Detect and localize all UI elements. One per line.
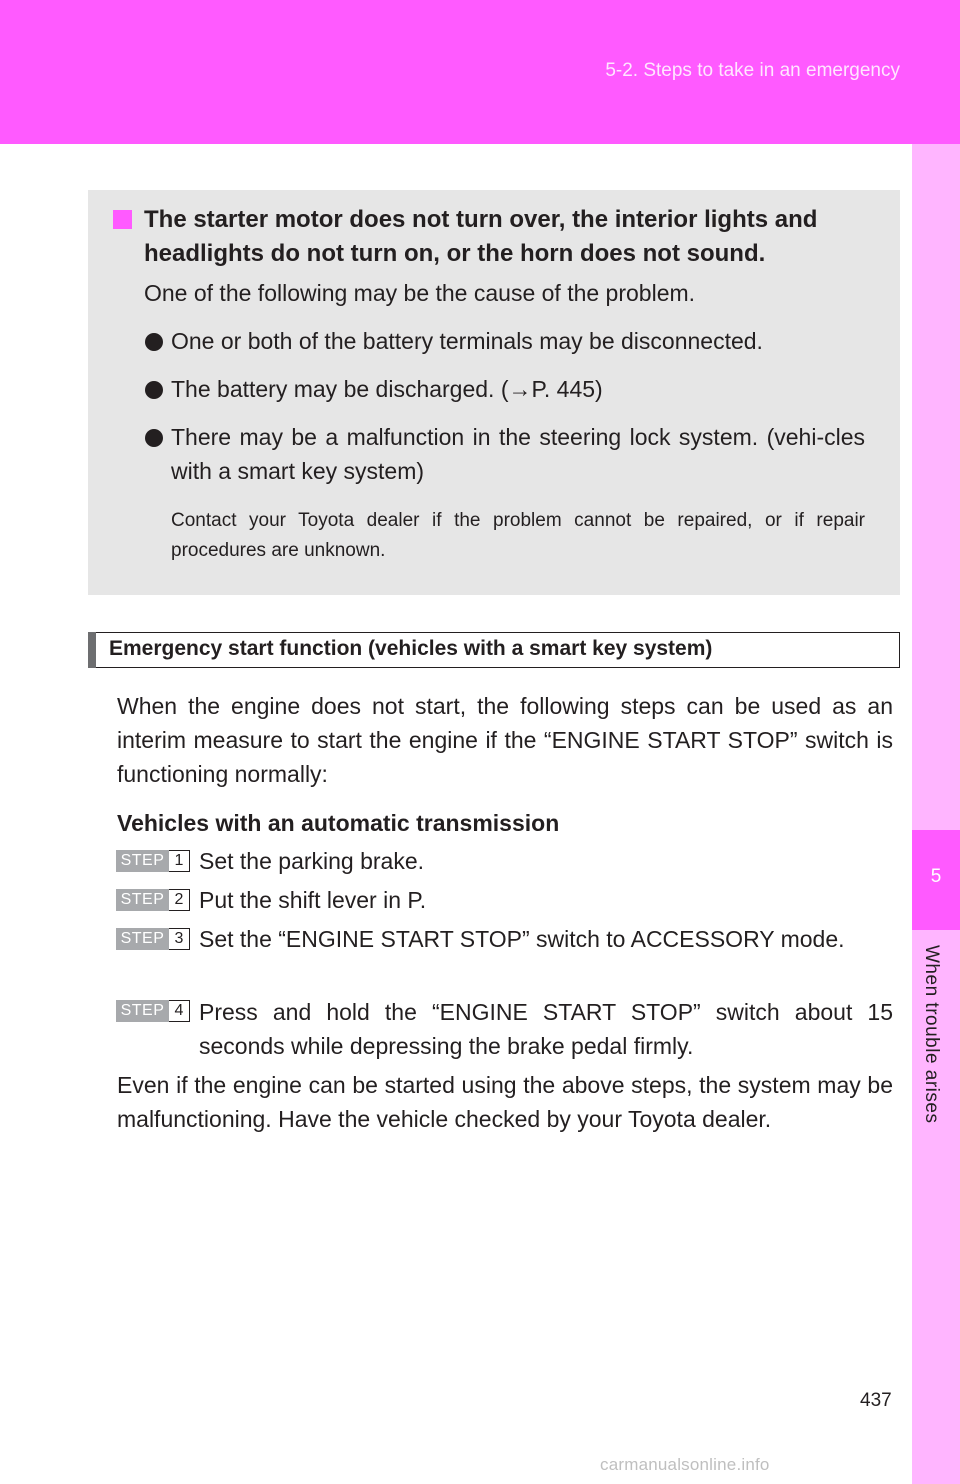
square-bullet-icon bbox=[113, 210, 132, 229]
step-badge bbox=[116, 850, 190, 872]
step-text: Set the parking brake. bbox=[199, 848, 425, 874]
section-breadcrumb: 5-2. Steps to take in an emergency bbox=[605, 60, 900, 81]
section-intro: When the engine does not start, the following steps can be used as an interim measure to start the engine if the “ENGINE START STOP” switch is functioning normally: bbox=[117, 693, 893, 787]
chapter-number: 5 bbox=[930, 866, 942, 887]
step-number: 3 bbox=[169, 928, 190, 950]
section-title: Emergency start function (vehicles with a smart key system) bbox=[109, 637, 713, 660]
bullet-dot-icon bbox=[145, 333, 163, 351]
bullet-item: The battery may be discharged. (→P. 445) bbox=[171, 376, 603, 402]
info-box-intro: One of the following may be the cause of the problem. bbox=[144, 280, 696, 306]
step-text: Put the shift lever in P. bbox=[199, 887, 427, 913]
step-label: STEP bbox=[116, 1000, 169, 1022]
subheading: Vehicles with an automatic transmission bbox=[117, 810, 560, 836]
bullet-dot-icon bbox=[145, 381, 163, 399]
step-badge bbox=[116, 889, 190, 911]
step-label: STEP bbox=[116, 850, 169, 872]
watermark: carmanualsonline.info bbox=[600, 1455, 770, 1474]
bullet-dot-icon bbox=[145, 429, 163, 447]
bullet-item: There may be a malfunction in the steering lock system. (vehi-cles with a smart key system) bbox=[171, 424, 865, 484]
step-label: STEP bbox=[116, 889, 169, 911]
step-badge bbox=[116, 1000, 190, 1022]
step-number: 1 bbox=[169, 850, 190, 872]
step-text: Set the “ENGINE START STOP” switch to ACCESSORY mode. bbox=[199, 926, 845, 952]
step-number: 2 bbox=[169, 889, 190, 911]
info-box-heading: The starter motor does not turn over, the interior lights and headlights do not turn on, or the horn does not sound. bbox=[144, 206, 818, 267]
step-text: Press and hold the “ENGINE START STOP” switch about 15 seconds while depressing the brake pedal firmly. bbox=[199, 999, 893, 1059]
section-title-accent bbox=[88, 632, 96, 668]
bullet-item: One or both of the battery terminals may be disconnected. bbox=[171, 328, 763, 354]
step-number: 4 bbox=[169, 1000, 190, 1022]
side-tab bbox=[912, 144, 960, 1484]
step-badge bbox=[116, 928, 190, 950]
chapter-label: When trouble arises bbox=[921, 945, 942, 1124]
closing-paragraph: Even if the engine can be started using the above steps, the system may be malfunctioning. Have the vehicle checked by your Toyota dealer. bbox=[117, 1072, 893, 1132]
page-number: 437 bbox=[860, 1390, 892, 1411]
step-label: STEP bbox=[116, 928, 169, 950]
info-box-note: Contact your Toyota dealer if the problem cannot be repaired, or if repair procedures are unknown. bbox=[171, 510, 865, 561]
